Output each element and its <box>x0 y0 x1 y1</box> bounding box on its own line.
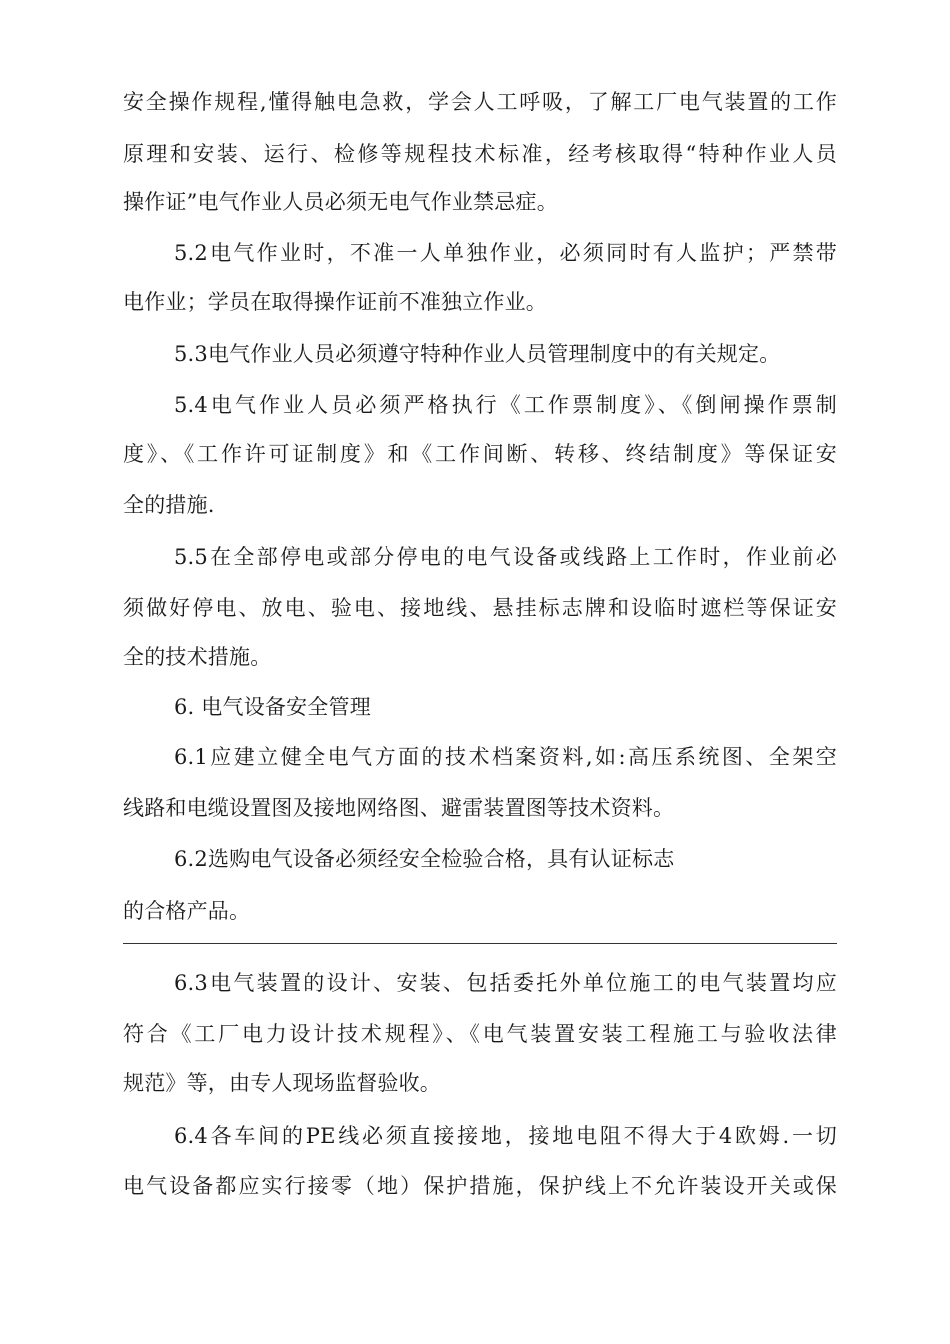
horizontal-divider <box>123 943 837 944</box>
text-line: 电作业；学员在取得操作证前不准独立作业。 <box>123 290 547 314</box>
paragraph-6-3: 6.3电气装置的设计、安装、包括委托外单位施工的电气装置均应 <box>174 971 837 995</box>
paragraph-5-2: 5.2电气作业时，不准一人单独作业，必须同时有人监护；严禁带 <box>174 241 837 265</box>
text-line: 规范》等，由专人现场监督验收。 <box>123 1071 441 1095</box>
text-line: 符合《工厂电力设计技术规程》、《电气装置安装工程施工与验收法律 <box>123 1022 837 1046</box>
text-line: 原理和安装、运行、检修等规程技术标准，经考核取得“特种作业人员 <box>123 142 837 166</box>
paragraph-6-4: 6.4各车间的PE线必须直接接地，接地电阻不得大于4欧姆.一切 <box>174 1124 837 1148</box>
text-line: 全的措施. <box>123 493 215 517</box>
text-line: 电气设备都应实行接零（地）保护措施，保护线上不允许装设开关或保 <box>123 1174 837 1198</box>
text-line: 须做好停电、放电、验电、接地线、悬挂标志牌和设临时遮栏等保证安 <box>123 596 837 620</box>
text-line: 线路和电缆设置图及接地网络图、避雷装置图等技术资料。 <box>123 796 675 820</box>
paragraph-6-1: 6.1应建立健全电气方面的技术档案资料,如:高压系统图、全架空 <box>174 745 837 769</box>
paragraph-5-5: 5.5在全部停电或部分停电的电气设备或线路上工作时，作业前必 <box>174 545 837 569</box>
paragraph-5-3: 5.3电气作业人员必须遵守特种作业人员管理制度中的有关规定。 <box>174 342 781 366</box>
text-line: 安全操作规程,懂得触电急救，学会人工呼吸，了解工厂电气装置的工作 <box>123 90 837 114</box>
text-line: 的合格产品。 <box>123 899 251 923</box>
text-line: 全的技术措施。 <box>123 645 272 669</box>
paragraph-6-2: 6.2选购电气设备必须经安全检验合格，具有认证标志 <box>174 847 675 871</box>
paragraph-5-4: 5.4电气作业人员必须严格执行《工作票制度》、《倒闸操作票制 <box>174 393 837 417</box>
text-line: 度》、《工作许可证制度》和《工作间断、转移、终结制度》等保证安 <box>123 442 837 466</box>
section-heading-6: 6. 电气设备安全管理 <box>174 695 371 719</box>
text-line: 操作证”电气作业人员必须无电气作业禁忌症。 <box>123 190 558 214</box>
